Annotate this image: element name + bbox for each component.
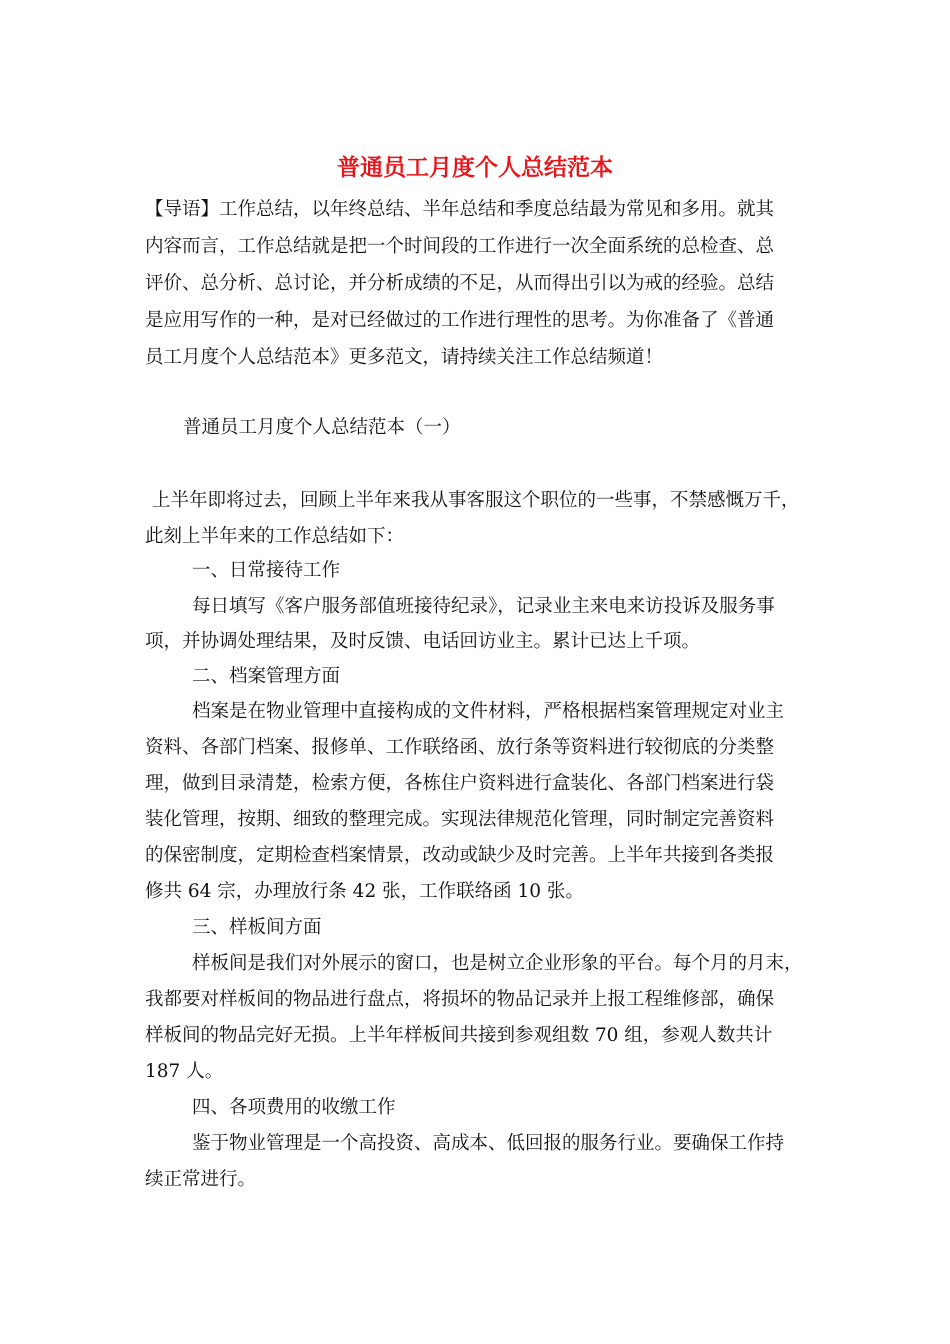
body-line: 我都要对样板间的物品进行盘点，将损坏的物品记录并上报工程维修部，确保 — [145, 989, 775, 1010]
intro-line: 【导语】工作总结，以年终总结、半年总结和季度总结最为常见和多用。就其 — [145, 199, 775, 220]
body-line: 上半年即将过去，回顾上半年来我从事客服这个职位的一些事，不禁感慨万千， — [152, 490, 800, 511]
subheading: 四、各项费用的收缴工作 — [192, 1097, 396, 1118]
intro-line: 评价、总分析、总讨论，并分析成绩的不足，从而得出引以为戒的经验。总结 — [145, 273, 775, 294]
body-line: 修共 64 宗，办理放行条 42 张，工作联络函 10 张。 — [145, 881, 584, 902]
body-line: 187 人。 — [145, 1061, 224, 1082]
body-line: 每日填写《客户服务部值班接待纪录》，记录业主来电来访投诉及服务事 — [192, 596, 775, 617]
body-line: 样板间的物品完好无损。上半年样板间共接到参观组数 70 组，参观人数共计 — [145, 1025, 773, 1046]
body-line: 理，做到目录清楚，检索方便，各栋住户资料进行盒装化、各部门档案进行袋 — [145, 773, 775, 794]
intro-line: 员工月度个人总结范本》更多范文，请持续关注工作总结频道！ — [145, 347, 664, 368]
subheading: 三、样板间方面 — [192, 917, 322, 938]
document-title: 普通员工月度个人总结范本 — [337, 154, 613, 181]
intro-line: 内容而言，工作总结就是把一个时间段的工作进行一次全面系统的总检查、总 — [145, 236, 775, 257]
subheading: 二、档案管理方面 — [192, 666, 341, 687]
body-line: 的保密制度，定期检查档案情景，改动或缺少及时完善。上半年共接到各类报 — [145, 845, 775, 866]
body-line: 续正常进行。 — [145, 1169, 257, 1190]
body-line: 鉴于物业管理是一个高投资、高成本、低回报的服务行业。要确保工作持 — [192, 1133, 785, 1154]
section-heading: 普通员工月度个人总结范本（一） — [183, 417, 461, 438]
intro-line: 是应用写作的一种，是对已经做过的工作进行理性的思考。为你准备了《普通 — [145, 310, 775, 331]
subheading: 一、日常接待工作 — [192, 560, 341, 581]
body-line: 档案是在物业管理中直接构成的文件材料，严格根据档案管理规定对业主 — [192, 701, 785, 722]
body-line: 样板间是我们对外展示的窗口，也是树立企业形象的平台。每个月的月末， — [192, 953, 803, 974]
body-line: 装化管理，按期、细致的整理完成。实现法律规范化管理，同时制定完善资料 — [145, 809, 775, 830]
body-line: 此刻上半年来的工作总结如下： — [145, 526, 405, 547]
body-line: 资料、各部门档案、报修单、工作联络函、放行条等资料进行较彻底的分类整 — [145, 737, 775, 758]
body-line: 项，并协调处理结果，及时反馈、电话回访业主。累计已达上千项。 — [145, 631, 701, 652]
